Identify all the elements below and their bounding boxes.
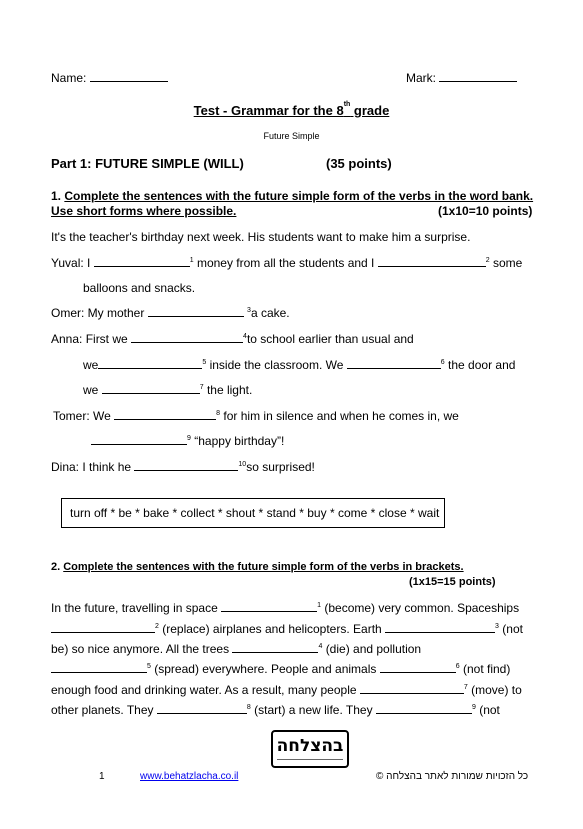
ex1-line-anna: Anna: First we $^4$to school earlier than usual and <box>51 332 414 346</box>
page-number: 1 <box>99 771 105 782</box>
ex2-blank-5[interactable] <box>51 662 147 673</box>
ex1-points: (1x10=10 points) <box>438 204 533 218</box>
name-label: Name: <box>51 71 168 85</box>
answer-blank-2[interactable] <box>378 256 486 267</box>
part1-heading: Part 1: FUTURE SIMPLE (WILL) <box>51 156 244 171</box>
ex2-line-2: $^2$ (replace) airplanes and helicopters. Earth $^3$ (not <box>51 622 523 636</box>
mark-label: Mark: <box>406 71 517 85</box>
ex1-line-yuval: Yuval: I $^1$ money from all the students and I $^2$ some <box>51 256 523 270</box>
answer-blank-10[interactable] <box>134 460 238 471</box>
ex2-points: (1x15=15 points) <box>409 576 496 588</box>
ex2-blank-9[interactable] <box>376 703 472 714</box>
word-bank-text: turn off * be * bake * collect * shout * stand * buy * come * close * wait <box>70 506 440 520</box>
ex2-blank-6[interactable] <box>380 662 456 673</box>
ex2-line-5: enough food and drinking water. As a result, many people $^7$ (move) to <box>51 683 522 697</box>
ex1-line-anna-2: we $^5$ inside the classroom. We $^6$ the door and <box>83 358 516 372</box>
ex2-line-4: $^5$ (spread) everywhere. People and animals $^6$ (not find) <box>51 662 510 676</box>
answer-blank-6[interactable] <box>347 358 441 369</box>
ex1-line-anna-3: we $^7$ the light. <box>83 383 253 397</box>
page-subtitle: Future Simple <box>263 131 320 141</box>
answer-blank-5[interactable] <box>98 358 202 369</box>
ex1-line-dina: Dina: I think he $^{10}$so surprised! <box>51 460 315 474</box>
answer-blank-1[interactable] <box>94 256 190 267</box>
ex2-blank-7[interactable] <box>360 683 464 694</box>
ex1-instruction-line2: Use short forms where possible. <box>51 204 237 218</box>
ex1-line-tomer: Tomer: We $^8$ for him in silence and when he comes in, we <box>53 409 459 423</box>
copyright-text: כל הזכויות שמורות לאתר בהצלחה © <box>376 771 529 782</box>
word-bank-box <box>61 498 445 528</box>
ex2-blank-2[interactable] <box>51 622 155 633</box>
ex2-blank-1[interactable] <box>221 601 317 612</box>
ex2-blank-8[interactable] <box>157 703 247 714</box>
mark-blank[interactable] <box>439 71 517 82</box>
answer-blank-8[interactable] <box>114 409 216 420</box>
ex2-line-1: In the future, travelling in space $^1$ (become) very common. Spaceships <box>51 601 520 615</box>
ex1-line-tomer-2: $^9$ “happy birthday”! <box>91 434 284 448</box>
ex1-intro: It's the teacher's birthday next week. His students want to make him a surprise. <box>51 230 471 244</box>
ex2-instruction: 2. Complete the sentences with the future simple form of the verbs in brackets. <box>51 561 464 573</box>
answer-blank-4[interactable] <box>131 332 243 343</box>
ex2-blank-4[interactable] <box>232 642 318 653</box>
ex2-line-6: other planets. They $^8$ (start) a new life. They $^9$ (not <box>51 703 500 717</box>
part1-points: (35 points) <box>326 156 392 171</box>
logo-underline <box>277 759 343 762</box>
behatzlacha-logo <box>271 730 349 768</box>
answer-blank-7[interactable] <box>102 383 200 394</box>
answer-blank-9[interactable] <box>91 434 187 445</box>
ex1-line-yuval-cont: balloons and snacks. <box>83 281 196 295</box>
website-link[interactable]: www.behatzlacha.co.il <box>140 771 239 782</box>
ex1-line-omer: Omer: My mother $^3$a cake. <box>51 306 290 320</box>
page-title: Test - Grammar for the 8th grade <box>193 101 390 118</box>
answer-blank-3[interactable] <box>148 306 244 317</box>
name-blank[interactable] <box>90 71 168 82</box>
ex2-line-3: be) so nice anymore. All the trees $^4$ (die) and pollution <box>51 642 422 656</box>
ex1-instruction-line1: 1. Complete the sentences with the future simple form of the verbs in the word bank. <box>51 189 534 203</box>
logo-text: בהצלחה <box>276 736 344 756</box>
ex2-blank-3[interactable] <box>385 622 495 633</box>
